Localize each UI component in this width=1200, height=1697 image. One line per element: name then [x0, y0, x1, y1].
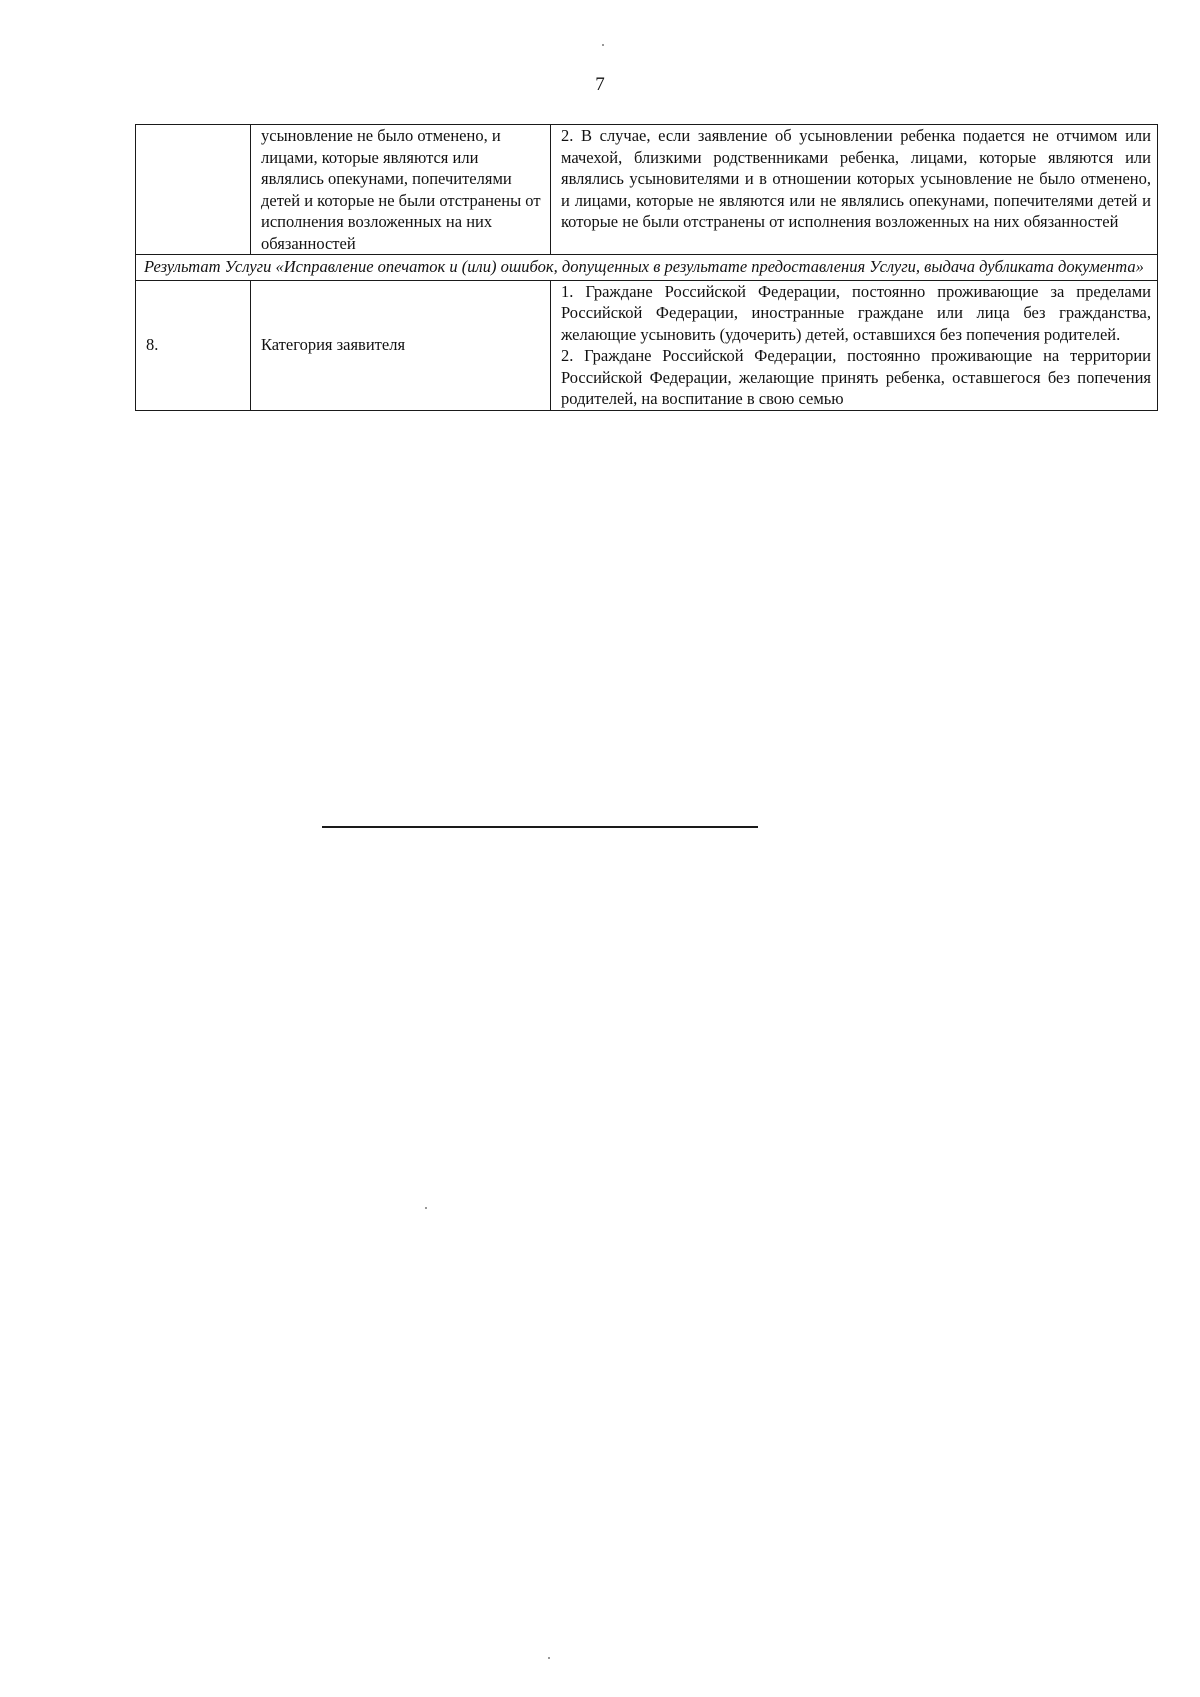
section-header-row [136, 255, 1158, 281]
page-number: 7 [595, 74, 605, 95]
applicant-category-item-1: 1. Граждане Российской Федерации, постоянно проживающие за пределами Российской Федерации, иностранные граждане или лица без гражданства, желающие усыновить (удочерить) детей, оставшихся без попечения родителей. [561, 281, 1151, 344]
row-value-cell: 2. В случае, если заявление об усыновлении ребенка подается не отчимом или мачехой, близкими родственниками ребенка, лицами, которые являются или являлись усыновителями и в отношении которых усыновление не было отменено, и лицами, которые не являются или не являлись опекунами, попечителями детей и которые не были отстранены от исполнения возложенных на них обязанностей [551, 125, 1158, 255]
row-name-cell: усыновление не было отменено, и лицами, которые являются или являлись опекунами, попечителями детей и которые не были отстранены от исполнения возложенных на них обязанностей [251, 125, 551, 255]
applicant-category-item-2: 2. Граждане Российской Федерации, постоянно проживающие на территории Российской Федерации, желающие принять ребенка, оставшегося без попечения родителей, на воспитание в свою семью [561, 346, 1151, 408]
row-name-cell: Категория заявителя [251, 280, 551, 410]
criteria-table [135, 124, 1158, 411]
table-row-8 [136, 280, 1158, 410]
table-row-continuation [136, 125, 1158, 255]
row-number-cell [136, 125, 251, 255]
row-number-cell: 8. [136, 280, 251, 410]
row-value-cell [551, 280, 1158, 410]
scan-speck [548, 1657, 550, 1659]
closing-separator-line [322, 826, 758, 828]
scan-speck [425, 1207, 427, 1209]
section-header: Результат Услуги «Исправление опечаток и (или) ошибок, допущенных в результате предоставления Услуги, выдача дубликата документа» [136, 255, 1158, 281]
scan-speck [602, 44, 604, 46]
